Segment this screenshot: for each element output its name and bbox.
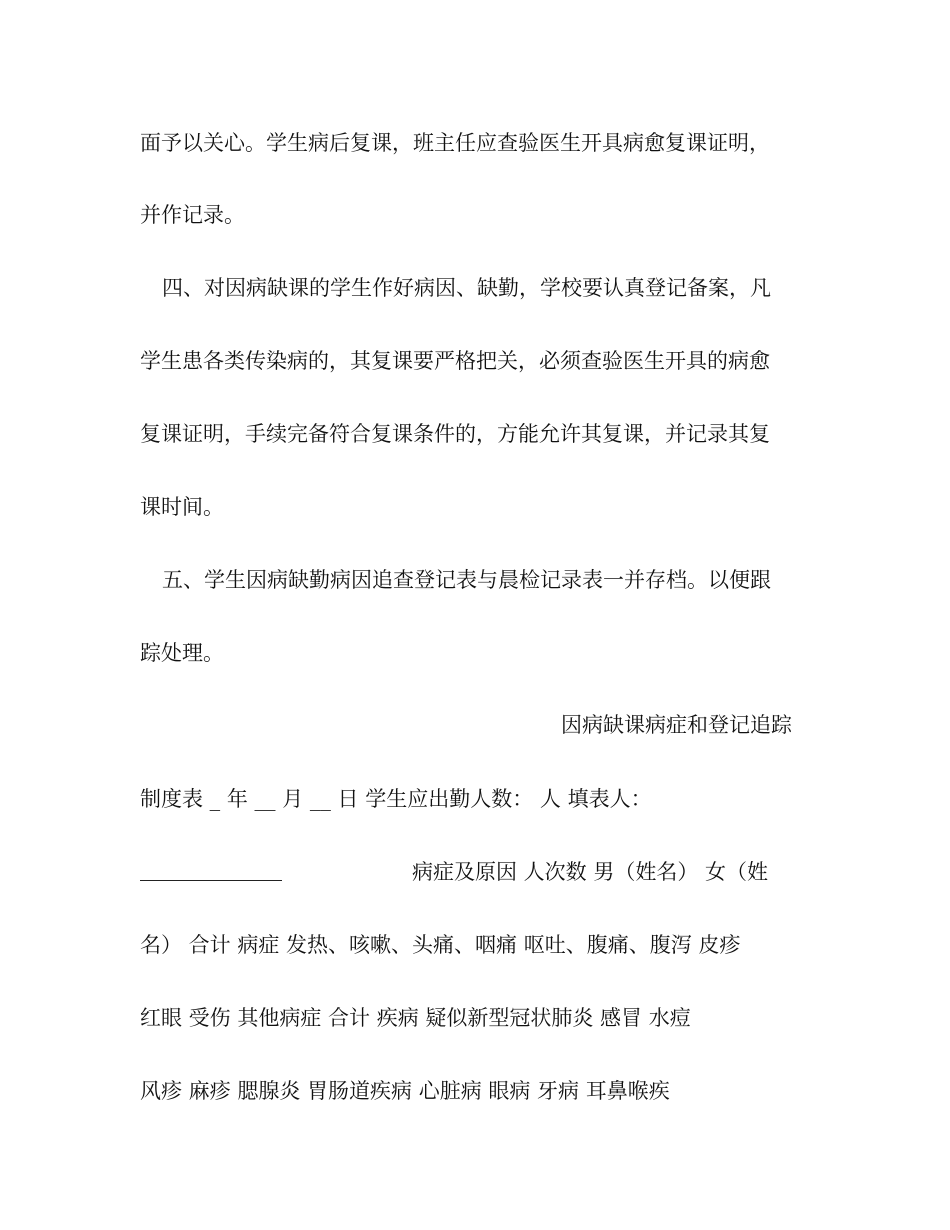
section-four-line-3: 复课证明，手续完备符合复课条件的，方能允许其复课，并记录其复 — [140, 422, 770, 446]
paragraph-line-1: 面予以关心。学生病后复课，班主任应查验医生开具病愈复课证明， — [140, 131, 770, 155]
form-header-line: 制度表 _ 年 __ 月 __ 日 学生应出勤人数： 人 填表人： — [140, 787, 652, 811]
section-four-line-1: 四、对因病缺课的学生作好病因、缺勤，学校要认真登记备案，凡 — [162, 276, 771, 300]
section-five-line-2: 踪处理。 — [140, 641, 224, 665]
section-four-line-2: 学生患各类传染病的，其复课要严格把关，必须查验医生开具的病愈 — [140, 349, 770, 373]
table-title-line: 因病缺课病症和登记追踪 — [561, 713, 792, 737]
fill-in-blank-line — [140, 880, 282, 881]
table-row-line-2: 红眼 受伤 其他病症 合计 疾病 疑似新型冠状肺炎 感冒 水痘 — [140, 1006, 691, 1030]
section-five-line-1: 五、学生因病缺勤病因追查登记表与晨检记录表一并存档。以便跟 — [162, 568, 771, 592]
paragraph-line-2: 并作记录。 — [140, 203, 245, 227]
table-header-line: 病症及原因 人次数 男（姓名） 女（姓 — [412, 860, 769, 884]
section-four-line-4: 课时间。 — [140, 495, 224, 519]
table-row-line-3: 风疹 麻疹 腮腺炎 胃肠道疾病 心脏病 眼病 牙病 耳鼻喉疾 — [140, 1079, 670, 1103]
table-row-line-1: 名） 合计 病症 发热、咳嗽、头痛、咽痛 呕吐、腹痛、腹泻 皮疹 — [140, 933, 741, 957]
